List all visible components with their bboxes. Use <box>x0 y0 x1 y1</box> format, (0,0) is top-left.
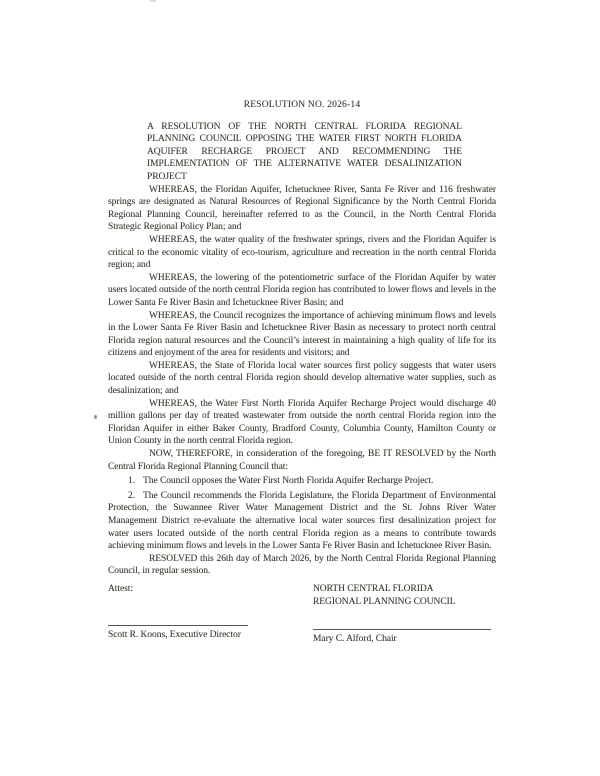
resolution-item-1 <box>108 475 496 488</box>
signature-line-left <box>108 625 248 626</box>
signature-block-chair <box>313 629 491 646</box>
resolution-title: RESOLUTION NO. 2026-14 <box>243 100 361 110</box>
item-1-number: 1. <box>128 476 136 487</box>
item-2-text: The Council recommends the Florida Legislature, the Florida Department of Environmental Protection, the Suwannee River Water Management District and the St. Johns River Water Management District re-evaluate the alternative local water sources first desalinization project for water users located outside of the north central Florida region as a means to contribute towards achieving minimum flows and levels in the Lower Santa Fe River Basin and Ichetucknee River Basin. <box>108 490 496 552</box>
signature-row <box>108 625 496 646</box>
document-body <box>108 99 496 646</box>
signature-line-right <box>313 629 491 630</box>
council-name-line1: NORTH CENTRAL FLORIDA <box>313 583 434 594</box>
paragraph-whereas-6: WHEREAS, the Water First North Florida Aquifer Recharge Project would discharge 40 million gallons per day of treated wastewater from outside the north central Florida region into the Floridan Aquifer in either Baker County, Bradford County, Columbia County, Hamilton County or Union County in the north central Florida region. <box>108 398 496 447</box>
paragraph-whereas-4: WHEREAS, the Council recognizes the importance of achieving minimum flows and levels in the Lower Santa Fe River Basin and Ichetucknee River Basin as necessary to protect north central Florida region natural resources and the Council’s interest in maintaining a high quality of life for its citizens and enjoyment of the area for residents and visitors; and <box>108 310 496 359</box>
paragraph-resolved: RESOLVED this 26th day of March 2026, by the North Central Florida Regional Planning Council, in regular session. <box>108 553 496 577</box>
paragraph-now-therefore: NOW, THEREFORE, in consideration of the foregoing, BE IT RESOLVED by the North Central Florida Regional Planning Council that: <box>108 449 496 472</box>
paragraph-whereas-2: WHEREAS, the water quality of the freshwater springs, rivers and the Floridan Aquifer is critical to the economic vitality of eco-tourism, agriculture and recreation in the north central Florida region; and <box>108 234 496 271</box>
resolution-heading: A RESOLUTION OF THE NORTH CENTRAL FLORIDA REGIONAL PLANNING COUNCIL OPPOSING THE WATER FIRST NORTH FLORIDA AQUIFER RECHARGE PROJECT AND RECOMMENDING THE IMPLEMENTATION OF THE ALTERNATIVE WATER DESALINIZATION PROJECT <box>147 121 462 182</box>
paragraph-whereas-1: WHEREAS, the Floridan Aquifer, Ichetucknee River, Santa Fe River and 116 freshwater springs are designated as Natural Resources of Regional Significance by the North Central Florida Regional Planning Council, hereinafter referred to as the Council, in the North Central Florida Strategic Regional Policy Plan; and <box>108 184 496 233</box>
signature-block-executive-director <box>108 625 313 646</box>
paragraph-whereas-3: WHEREAS, the lowering of the potentiometric surface of the Floridan Aquifer by water users located outside of the north central Florida region has contributed to lower flows and levels in the Lower Santa Fe River Basin and Ichetucknee River Basin; and <box>108 272 496 308</box>
scan-artifact-top <box>150 0 156 2</box>
council-name-block <box>313 583 455 608</box>
paragraph-whereas-5: WHEREAS, the State of Florida local water sources first policy suggests that water users located outside of the north central Florida region should develop alternative water supplies, such as desalinization; and <box>108 360 496 397</box>
signature-name-right: Mary C. Alford, Chair <box>313 634 397 645</box>
signature-name-left: Scott R. Koons, Executive Director <box>108 630 241 641</box>
scan-speck <box>94 415 97 419</box>
item-1-text: The Council opposes the Water First North Florida Aquifer Recharge Project. <box>143 476 434 487</box>
council-name-line2: REGIONAL PLANNING COUNCIL <box>313 596 456 607</box>
attest-label: Attest: <box>108 583 133 594</box>
item-2-number: 2. <box>128 490 136 501</box>
resolution-item-2 <box>108 490 496 553</box>
attest-row <box>108 583 496 608</box>
